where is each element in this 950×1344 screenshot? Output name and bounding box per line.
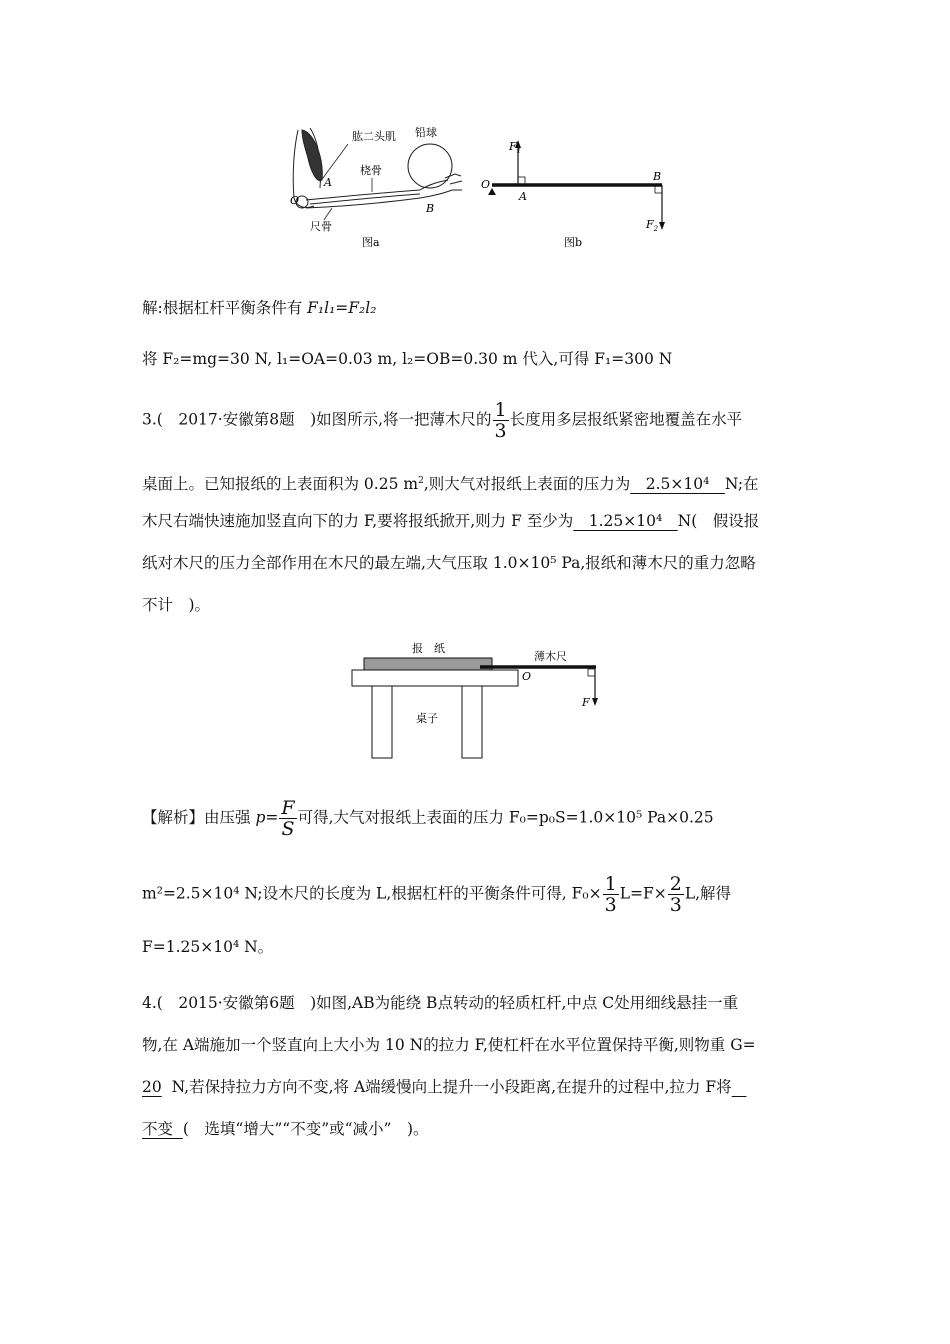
q4-text-b: ( 选填“增大”“不变”或“减小” )。	[182, 1120, 429, 1138]
analysis-line-3: F=1.25×10⁴ N。	[142, 938, 274, 956]
analysis-text-d: L=F×	[619, 884, 667, 903]
analysis-text-e: L,解得	[684, 884, 732, 903]
q3-text-f: 木尺右端快速施加竖直向下的力 F,要将报纸掀开,则力 F 至少为	[142, 512, 574, 530]
q3-line-4: 纸对木尺的压力全部作用在木尺的最左端,大气压取 1.0×10⁵ Pa,报纸和薄木尺的重力忽略	[142, 554, 756, 572]
analysis-p: p=	[255, 808, 279, 827]
caption-b: 图b	[564, 236, 583, 249]
q3-answer-pressure: 2.5×10⁴	[630, 475, 725, 494]
label-o-lever: O	[481, 178, 491, 191]
label-ruler: 薄木尺	[534, 650, 567, 663]
fraction-denominator: S	[281, 818, 295, 840]
fraction-two-thirds	[668, 874, 684, 915]
analysis-line-1	[142, 798, 714, 839]
table-top	[352, 670, 518, 686]
label-radius: 桡骨	[360, 164, 382, 177]
q3-text-c: 桌面上。已知报纸的上表面积为 0.25 m	[142, 475, 419, 494]
q3-line-5: 不计 )。	[142, 596, 211, 614]
label-o-arm: O	[290, 194, 300, 207]
fraction-denominator: 3	[494, 420, 507, 442]
q4-line-2: 物,在 A端施加一个竖直向上大小为 10 N的拉力 F,使杠杆在水平位置保持平衡,则物重 G=	[142, 1036, 756, 1054]
analysis-line-2	[142, 874, 731, 915]
fraction-numerator: 2	[669, 873, 682, 895]
right-angle-mark-f	[588, 669, 595, 676]
figure-arm-lever	[280, 118, 680, 260]
label-o-table: O	[522, 670, 532, 683]
fraction-denominator: 3	[669, 894, 682, 916]
fraction-numerator: 1	[494, 399, 507, 421]
label-b-lever: B	[653, 170, 662, 183]
q4-answer-force-change: 不变	[142, 1120, 174, 1138]
label-f1: $F_1$	[509, 140, 522, 155]
label-ulna: 尺骨	[310, 220, 332, 233]
q3-answer-force: 1.25×10⁴	[573, 512, 678, 530]
label-a-arm: A	[324, 176, 332, 189]
q4-line-1: 4.( 2015·安徽第6题 )如图,AB为能绕 B点转动的轻质杠杆,中点 C处用细线悬挂一重	[142, 994, 739, 1012]
label-ball: 铅球	[415, 126, 437, 139]
label-f2: $F_2$	[646, 218, 659, 233]
arrow-down-icon	[659, 222, 665, 230]
q4-text-a: N,若保持拉力方向不变,将 A端缓慢向上提升一小段距离,在提升的过程中,拉力 F将	[171, 1078, 732, 1096]
q3-text-d: ,则大气对报纸上表面的压力为	[423, 475, 631, 494]
fraction-denominator: 3	[604, 894, 617, 916]
label-b-arm: B	[426, 202, 435, 215]
analysis-text-c: m²=2.5×10⁴ N;设木尺的长度为 L,根据杠杆的平衡条件可得, F₀×	[142, 884, 602, 903]
analysis-text-a: 由压强	[204, 808, 256, 827]
label-table: 桌子	[416, 712, 438, 725]
fraction-one-third	[493, 400, 509, 441]
table-leg-left	[372, 686, 392, 758]
right-angle-mark-b	[655, 186, 662, 193]
fraction-numerator: 1	[604, 873, 617, 895]
newspaper	[364, 658, 492, 670]
q3-line-1	[142, 400, 742, 441]
solution-line-1	[142, 297, 376, 319]
label-force-f: F	[582, 696, 590, 709]
q4-line-4	[142, 1118, 429, 1140]
solution-line-2: 将 F₂=mg=30 N, l₁=OA=0.03 m, l₂=OB=0.30 m 代入,可得 F₁=300 N	[142, 350, 673, 368]
label-a-lever: A	[519, 190, 527, 203]
q4-line-3	[142, 1076, 746, 1098]
q4-answer-weight: 20	[142, 1078, 162, 1096]
solution-text: 解:根据杠杆平衡条件有	[142, 299, 308, 317]
table-leg-right	[462, 686, 482, 758]
label-newspaper: 报 纸	[412, 642, 445, 655]
q3-sup: 2	[418, 476, 424, 486]
q3-text-a: 3.( 2017·安徽第8题 )如图所示,将一把薄木尺的	[142, 410, 492, 429]
q3-text-b: 长度用多层报纸紧密地覆盖在水平	[509, 410, 743, 429]
shot-put-ball	[408, 144, 452, 188]
fraction-f-over-s	[279, 798, 296, 839]
q3-text-e: N;在	[724, 475, 759, 494]
analysis-tag: 【解析】	[142, 808, 205, 827]
label-biceps: 肱二头肌	[352, 130, 396, 143]
fraction-numerator: F	[281, 797, 295, 819]
solution-formula: F₁l₁=F₂l₂	[307, 299, 377, 317]
fraction-one-third-b	[603, 874, 619, 915]
analysis-text-b: 可得,大气对报纸上表面的压力 F₀=p₀S=1.0×10⁵ Pa×0.25	[297, 808, 714, 827]
q3-text-g: N( 假设报	[677, 512, 760, 530]
q3-line-2	[142, 470, 759, 495]
right-angle-mark-a	[518, 177, 525, 184]
figure-table-ruler	[350, 638, 610, 762]
q3-line-3	[142, 510, 759, 532]
caption-a: 图a	[362, 236, 380, 249]
arrow-down-icon	[592, 698, 598, 706]
